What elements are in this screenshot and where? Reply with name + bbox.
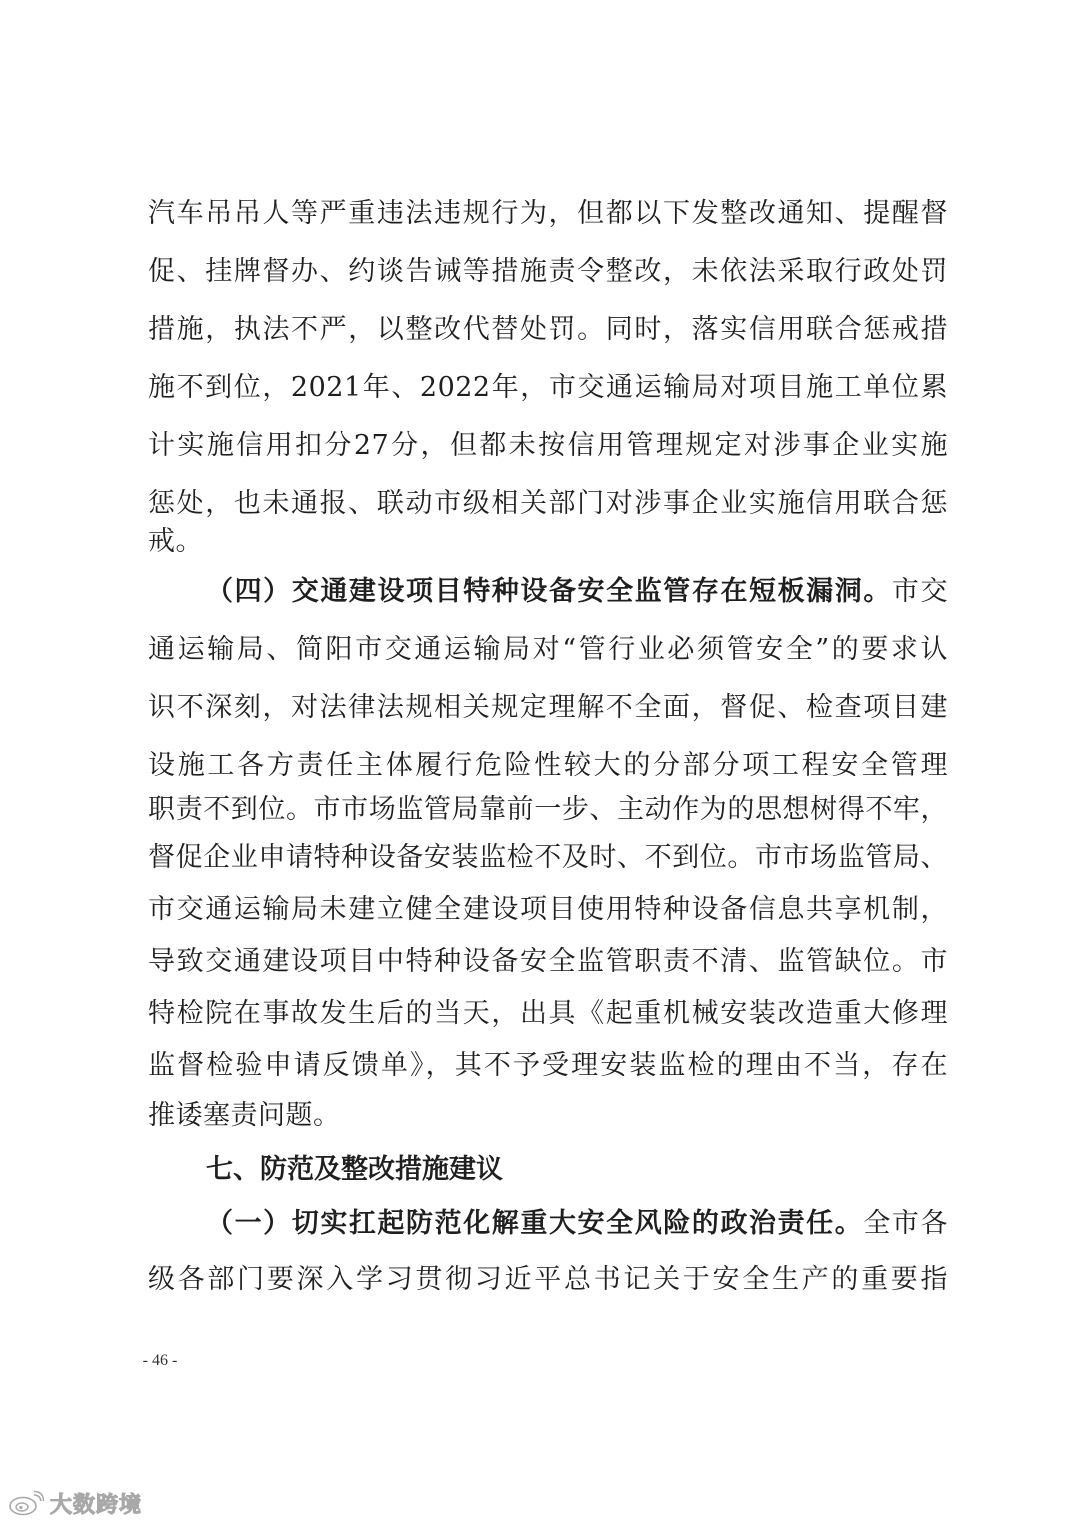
paragraph-line: 戒。: [148, 526, 203, 557]
paragraph-line: 惩处，也未通报、联动市级相关部门对涉事企业实施信用联合惩: [148, 488, 948, 519]
chapter-7-sub1-line: 级各部门要深入学习贯彻习近平总书记关于安全生产的重要指: [148, 1264, 948, 1295]
section-4-line: 设施工各方责任主体履行危险性较大的分部分项工程安全管理: [148, 750, 948, 781]
section-4-first-line-rest: 市交: [891, 576, 949, 607]
paragraph-line: 措施，执法不严，以整改代替处罚。同时，落实信用联合惩戒措: [148, 314, 948, 345]
section-4-line: 推诿塞责问题。: [148, 1100, 341, 1131]
section-4-line: 督促企业申请特种设备安装监检不及时、不到位。市市场监管局、: [148, 842, 948, 873]
section-4-line: 监督检验申请反馈单》，其不予受理安装监检的理由不当，存在: [148, 1050, 948, 1081]
paragraph-line: 施不到位，2021年、2022年，市交通运输局对项目施工单位累: [148, 372, 948, 403]
page-number: - 46 -: [142, 1352, 178, 1369]
section-4-line: 职责不到位。市市场监管局靠前一步、主动作为的思想树得不牢，: [148, 794, 948, 825]
section-4-heading: （四）交通建设项目特种设备安全监管存在短板漏洞。: [206, 576, 892, 607]
section-4-line: 导致交通建设项目中特种设备安全监管职责不清、监管缺位。市: [148, 946, 948, 977]
weibo-logo-icon: [8, 1490, 44, 1516]
section-4-line: 市交通运输局未建立健全建设项目使用特种设备信息共享机制，: [148, 894, 948, 925]
watermark-text: 大数跨境: [50, 1492, 143, 1518]
chapter-7-sub1-first-line-rest: 全市各: [863, 1208, 949, 1239]
paragraph-line: 汽车吊吊人等严重违法违规行为，但都以下发整改通知、提醒督: [148, 198, 948, 229]
chapter-7-sub1-first-line: [206, 1206, 948, 1246]
section-4-first-line: [206, 574, 948, 614]
chapter-7-sub1-heading: （一）切实扛起防范化解重大安全风险的政治责任。: [206, 1208, 864, 1239]
section-4-line: 识不深刻，对法律法规相关规定理解不全面，督促、检查项目建: [148, 692, 948, 723]
chapter-7-heading: 七、防范及整改措施建议: [206, 1154, 503, 1185]
section-4-line: 通运输局、简阳市交通运输局对“管行业必须管安全”的要求认: [148, 634, 948, 665]
watermark: [8, 1488, 142, 1518]
paragraph-line: 促、挂牌督办、约谈告诫等措施责令整改，未依法采取行政处罚: [148, 256, 948, 287]
section-4-line: 特检院在事故发生后的当天，出具《起重机械安装改造重大修理: [148, 998, 948, 1029]
paragraph-line: 计实施信用扣分27分，但都未按信用管理规定对涉事企业实施: [148, 430, 948, 461]
